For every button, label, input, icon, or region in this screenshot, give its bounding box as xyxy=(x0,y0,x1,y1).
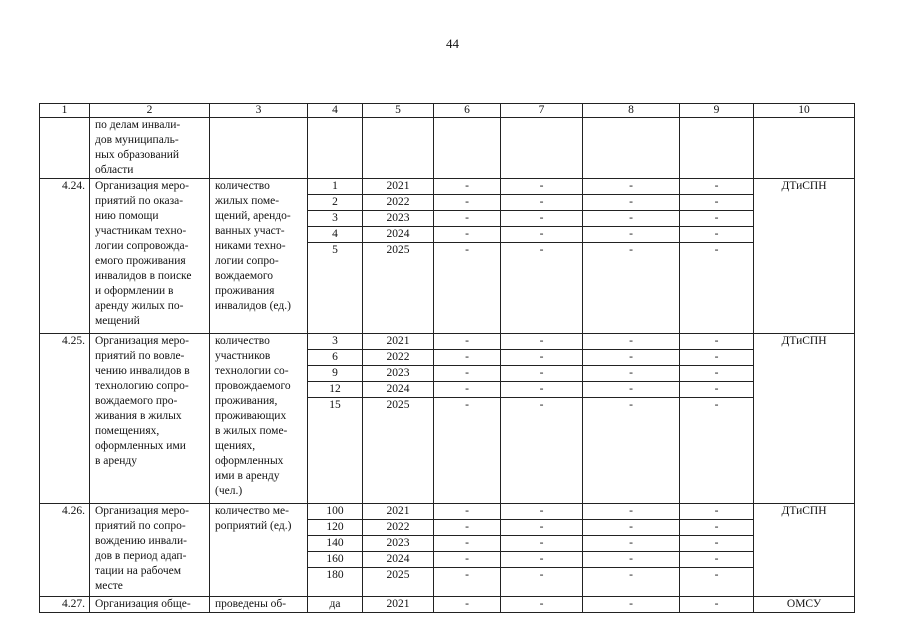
indicator-name: количество ме- роприятий (ед.) xyxy=(210,504,308,597)
header-cell: 4 xyxy=(308,104,363,118)
empty-cell xyxy=(583,118,680,179)
event-name: по делам инвали- дов муниципаль- ных образований области xyxy=(90,118,210,179)
empty-cell xyxy=(680,118,754,179)
indicator-name: количество жилых поме- щений, арендо- ванных участ- никами техно- логии сопро- вождаемого проживания инвалидов (ед.) xyxy=(210,179,308,334)
dash-cell: - xyxy=(680,504,754,520)
item-number: 4.24. xyxy=(40,179,90,334)
dash-cell: - xyxy=(501,350,583,366)
year-cell: 2024 xyxy=(363,227,434,243)
dash-cell: - xyxy=(583,334,680,350)
dash-cell: - xyxy=(583,366,680,382)
year-cell: 2021 xyxy=(363,179,434,195)
dash-cell: - xyxy=(680,211,754,227)
header-cell: 5 xyxy=(363,104,434,118)
dash-cell: - xyxy=(434,520,501,536)
dash-cell: - xyxy=(680,179,754,195)
indicator-value: 3 xyxy=(308,211,363,227)
table-row xyxy=(40,504,855,520)
header-cell: 1 xyxy=(40,104,90,118)
empty-cell xyxy=(754,118,855,179)
dash-cell: - xyxy=(583,398,680,504)
empty-cell xyxy=(434,118,501,179)
indicator-value: да xyxy=(308,597,363,613)
year-cell: 2021 xyxy=(363,504,434,520)
header-cell: 2 xyxy=(90,104,210,118)
dash-cell: - xyxy=(680,366,754,382)
dash-cell: - xyxy=(501,597,583,613)
dash-cell: - xyxy=(434,536,501,552)
executor: ДТиСПН xyxy=(754,504,855,597)
executor: ОМСУ xyxy=(754,597,855,613)
dash-cell: - xyxy=(501,334,583,350)
dash-cell: - xyxy=(680,350,754,366)
dash-cell: - xyxy=(501,398,583,504)
dash-cell: - xyxy=(434,398,501,504)
dash-cell: - xyxy=(583,520,680,536)
indicator-value: 100 xyxy=(308,504,363,520)
year-cell: 2024 xyxy=(363,382,434,398)
dash-cell: - xyxy=(434,350,501,366)
dash-cell: - xyxy=(434,243,501,334)
empty-cell xyxy=(210,118,308,179)
table-row xyxy=(40,179,855,195)
table-row xyxy=(40,334,855,350)
dash-cell: - xyxy=(501,520,583,536)
header-cell: 10 xyxy=(754,104,855,118)
item-number: 4.26. xyxy=(40,504,90,597)
header-cell: 3 xyxy=(210,104,308,118)
indicator-value: 6 xyxy=(308,350,363,366)
empty-cell xyxy=(363,118,434,179)
dash-cell: - xyxy=(680,520,754,536)
dash-cell: - xyxy=(501,227,583,243)
dash-cell: - xyxy=(680,552,754,568)
indicator-value: 5 xyxy=(308,243,363,334)
dash-cell: - xyxy=(583,568,680,597)
header-cell: 6 xyxy=(434,104,501,118)
header-cell: 8 xyxy=(583,104,680,118)
header-row xyxy=(40,104,855,118)
dash-cell: - xyxy=(501,568,583,597)
dash-cell: - xyxy=(583,350,680,366)
indicator-value: 120 xyxy=(308,520,363,536)
table-row xyxy=(40,597,855,613)
dash-cell: - xyxy=(680,195,754,211)
indicator-value: 3 xyxy=(308,334,363,350)
dash-cell: - xyxy=(680,568,754,597)
indicator-value: 140 xyxy=(308,536,363,552)
indicator-value: 180 xyxy=(308,568,363,597)
page-number: 44 xyxy=(446,36,459,51)
dash-cell: - xyxy=(434,597,501,613)
dash-cell: - xyxy=(434,211,501,227)
dash-cell: - xyxy=(501,366,583,382)
executor: ДТиСПН xyxy=(754,179,855,334)
dash-cell: - xyxy=(434,366,501,382)
executor: ДТиСПН xyxy=(754,334,855,504)
event-name: Организация меро- приятий по вовле- чению инвалидов в технологию сопро- вождаемого про- живания в жилых помещениях, оформленных ими в аренду xyxy=(90,334,210,504)
dash-cell: - xyxy=(501,243,583,334)
dash-cell: - xyxy=(583,536,680,552)
dash-cell: - xyxy=(434,504,501,520)
dash-cell: - xyxy=(434,227,501,243)
number-cell xyxy=(40,118,90,179)
event-name: Организация обще- xyxy=(90,597,210,613)
indicator-name: количество участников технологии со- провождаемого проживания, проживающих в жилых поме- щениях, оформленных ими в аренду (чел.) xyxy=(210,334,308,504)
indicator-value: 1 xyxy=(308,179,363,195)
empty-cell xyxy=(501,118,583,179)
dash-cell: - xyxy=(680,597,754,613)
item-number: 4.25. xyxy=(40,334,90,504)
dash-cell: - xyxy=(583,382,680,398)
dash-cell: - xyxy=(501,536,583,552)
year-cell: 2022 xyxy=(363,195,434,211)
dash-cell: - xyxy=(434,382,501,398)
dash-cell: - xyxy=(680,243,754,334)
dash-cell: - xyxy=(501,382,583,398)
indicator-value: 12 xyxy=(308,382,363,398)
year-cell: 2023 xyxy=(363,211,434,227)
dash-cell: - xyxy=(434,568,501,597)
dash-cell: - xyxy=(434,334,501,350)
dash-cell: - xyxy=(583,552,680,568)
year-cell: 2021 xyxy=(363,334,434,350)
continuation-row xyxy=(40,118,855,179)
header-cell: 9 xyxy=(680,104,754,118)
dash-cell: - xyxy=(501,504,583,520)
dash-cell: - xyxy=(583,211,680,227)
item-number: 4.27. xyxy=(40,597,90,613)
year-cell: 2024 xyxy=(363,552,434,568)
year-cell: 2023 xyxy=(363,536,434,552)
dash-cell: - xyxy=(501,195,583,211)
dash-cell: - xyxy=(583,195,680,211)
dash-cell: - xyxy=(583,243,680,334)
dash-cell: - xyxy=(501,211,583,227)
dash-cell: - xyxy=(583,227,680,243)
dash-cell: - xyxy=(434,552,501,568)
event-name: Организация меро- приятий по сопро- вождению инвали- дов в период адап- тации на рабочем месте xyxy=(90,504,210,597)
dash-cell: - xyxy=(680,382,754,398)
dash-cell: - xyxy=(434,195,501,211)
year-cell: 2025 xyxy=(363,243,434,334)
year-cell: 2025 xyxy=(363,568,434,597)
empty-cell xyxy=(308,118,363,179)
dash-cell: - xyxy=(583,179,680,195)
indicator-value: 15 xyxy=(308,398,363,504)
dash-cell: - xyxy=(680,536,754,552)
indicator-value: 160 xyxy=(308,552,363,568)
dash-cell: - xyxy=(680,398,754,504)
indicator-value: 4 xyxy=(308,227,363,243)
dash-cell: - xyxy=(434,179,501,195)
header-cell: 7 xyxy=(501,104,583,118)
dash-cell: - xyxy=(583,597,680,613)
dash-cell: - xyxy=(501,179,583,195)
dash-cell: - xyxy=(501,552,583,568)
event-name: Организация меро- приятий по оказа- нию помощи участникам техно- логии сопровожда- емого проживания инвалидов в поиске и оформлении в аренду жилых по- мещений xyxy=(90,179,210,334)
indicator-value: 2 xyxy=(308,195,363,211)
program-table xyxy=(39,103,855,613)
year-cell: 2023 xyxy=(363,366,434,382)
year-cell: 2025 xyxy=(363,398,434,504)
dash-cell: - xyxy=(583,504,680,520)
dash-cell: - xyxy=(680,334,754,350)
year-cell: 2021 xyxy=(363,597,434,613)
year-cell: 2022 xyxy=(363,350,434,366)
indicator-value: 9 xyxy=(308,366,363,382)
indicator-name: проведены об- xyxy=(210,597,308,613)
year-cell: 2022 xyxy=(363,520,434,536)
dash-cell: - xyxy=(680,227,754,243)
